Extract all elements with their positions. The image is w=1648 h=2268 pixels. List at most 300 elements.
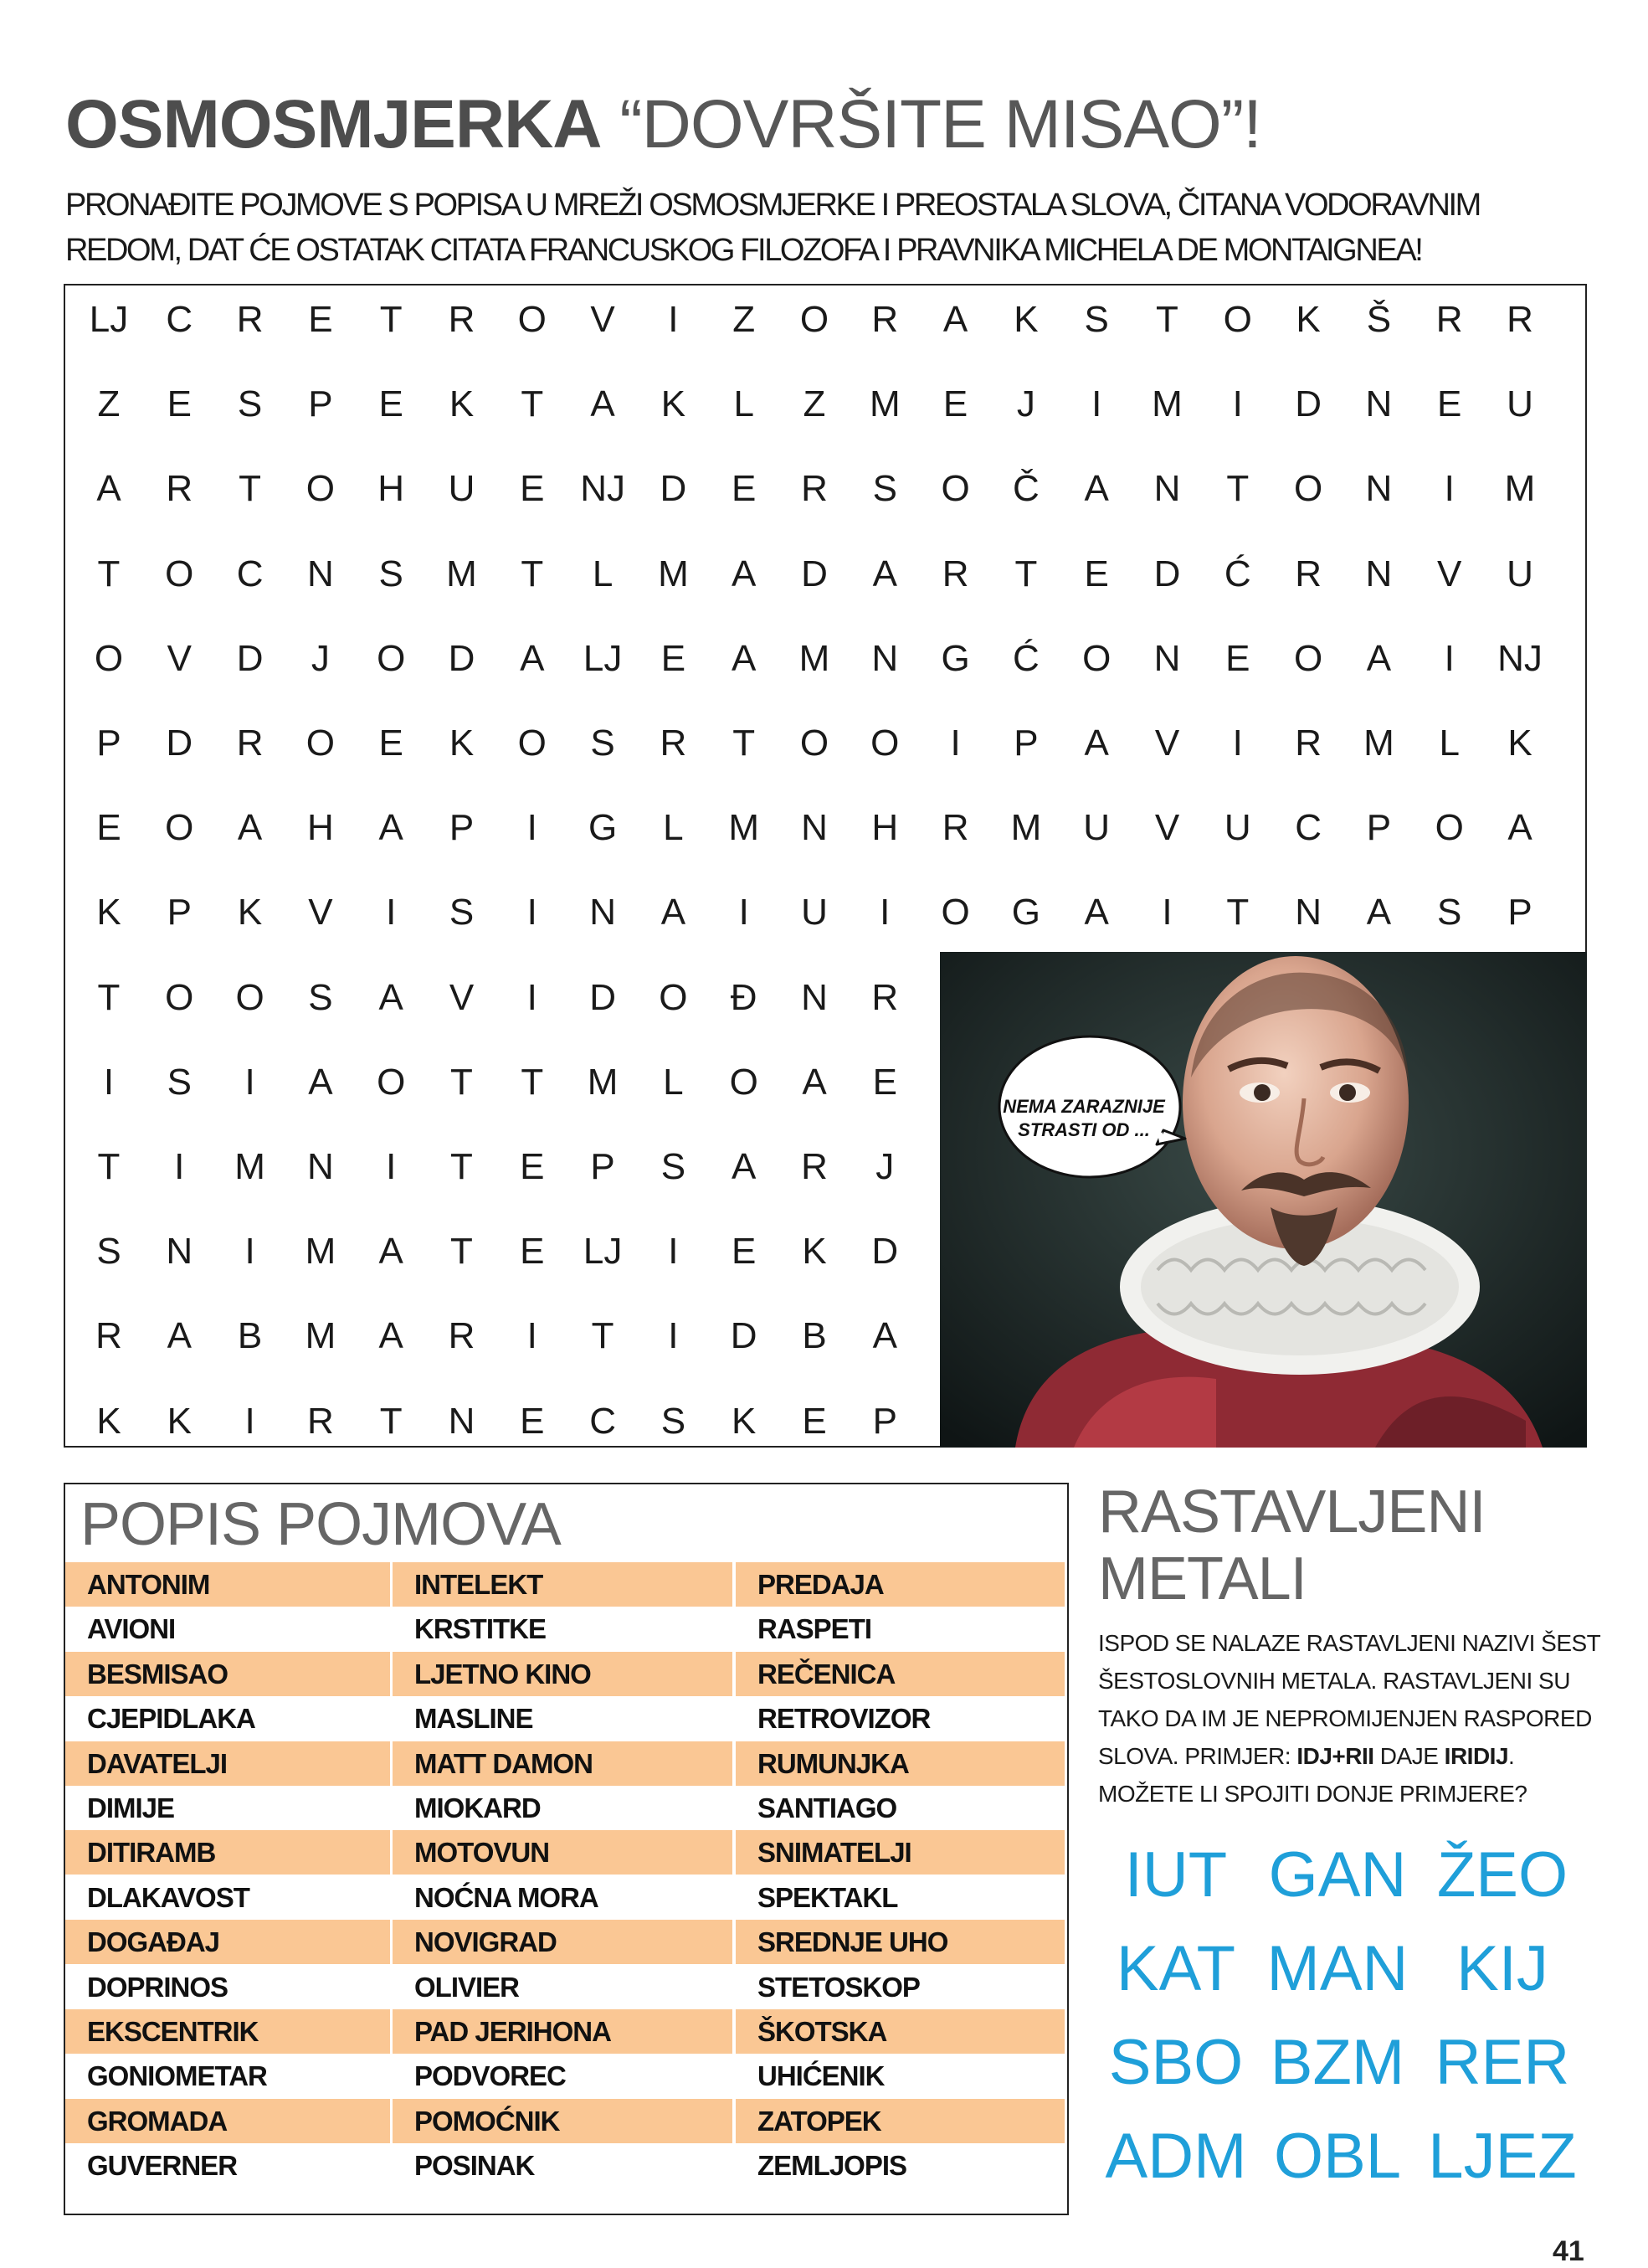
grid-letter: O [941, 468, 970, 510]
grid-letter: I [174, 1146, 185, 1187]
grid-letter: E [520, 1146, 545, 1187]
grid-letter: D [589, 976, 616, 1018]
metals-title-line1: RASTAVLJENI [1098, 1479, 1486, 1545]
grid-letter: I [1232, 383, 1243, 425]
grid-letter: O [305, 468, 335, 510]
grid-letter: A [520, 637, 545, 679]
grid-letter: C [589, 1400, 616, 1442]
grid-letter: R [660, 723, 687, 764]
title-light: “DOVRŠITE MISAO”! [619, 86, 1261, 162]
grid-letter: R [801, 468, 828, 510]
grid-letter: H [377, 468, 405, 510]
grid-letter: O [517, 299, 547, 340]
grid-letter: M [1010, 807, 1042, 849]
word-list-item: RASPETI [757, 1613, 872, 1645]
grid-letter: E [520, 468, 545, 510]
grid-letter: S [660, 1146, 686, 1187]
grid-letter: O [729, 1061, 758, 1103]
metal-piece: KIJ [1456, 1933, 1548, 2004]
grid-letter: A [1084, 723, 1109, 764]
word-list-item: DLAKAVOST [87, 1881, 249, 1913]
grid-letter: I [244, 1061, 255, 1103]
grid-letter: E [378, 723, 403, 764]
grid-letter: O [870, 723, 900, 764]
grid-letter: I [103, 1061, 115, 1103]
grid-letter: A [96, 468, 121, 510]
grid-letter: S [872, 468, 897, 510]
grid-letter: M [446, 553, 477, 594]
word-list-item: DITIRAMB [65, 1830, 390, 1875]
grid-letter: A [378, 1231, 403, 1273]
grid-letter: A [1366, 892, 1392, 933]
word-list-item: EKSCENTRIK [65, 2009, 390, 2054]
montaigne-portrait [940, 952, 1587, 1448]
metal-piece: RER [1435, 2027, 1570, 2098]
grid-letter: T [97, 553, 121, 594]
grid-letter: S [660, 1400, 686, 1442]
grid-letter: O [94, 637, 124, 679]
grid-letter: J [1016, 383, 1035, 425]
grid-letter: S [378, 553, 403, 594]
word-list-item: SPEKTAKL [757, 1881, 898, 1913]
word-list-item: OLIVIER [414, 1971, 520, 2003]
grid-letter: O [1293, 468, 1323, 510]
metals-title-line2: METALI [1098, 1545, 1307, 1612]
grid-letter: N [1295, 892, 1322, 933]
word-list-item: POSINAK [414, 2150, 535, 2182]
grid-letter: V [1437, 553, 1462, 594]
grid-letter: E [660, 637, 686, 679]
word-list-item: MIOKARD [414, 1792, 541, 1823]
metals-text-c: . MOŽETE LI SPOJITI DONJE PRIMJERE? [1098, 1743, 1527, 1807]
grid-letter: O [1082, 637, 1112, 679]
grid-letter: O [941, 892, 970, 933]
word-list-item: MASLINE [414, 1703, 533, 1735]
word-list-item: RUMUNJKA [736, 1741, 1065, 1786]
grid-letter: D [1153, 553, 1181, 594]
metal-piece: ADM [1105, 2121, 1247, 2192]
grid-letter: M [234, 1146, 265, 1187]
page-number: 41 [1553, 2235, 1584, 2267]
grid-letter: I [386, 892, 397, 933]
grid-letter: N [307, 1146, 334, 1187]
grid-letter: L [663, 1061, 684, 1103]
grid-letter: R [448, 1315, 475, 1357]
grid-letter: D [660, 468, 687, 510]
grid-letter: N [1365, 468, 1393, 510]
grid-letter: N [801, 807, 828, 849]
grid-letter: D [166, 723, 193, 764]
grid-letter: G [941, 637, 970, 679]
grid-letter: N [448, 1400, 475, 1442]
grid-letter: C [1295, 807, 1322, 849]
metal-piece: MAN [1266, 1933, 1409, 2004]
word-list-item: CJEPIDLAKA [87, 1703, 255, 1735]
grid-letter: A [378, 976, 403, 1018]
grid-letter: A [802, 1061, 827, 1103]
grid-letter: I [526, 892, 537, 933]
grid-letter: E [167, 383, 192, 425]
grid-letter: S [308, 976, 333, 1018]
grid-letter: U [1224, 807, 1251, 849]
speech-bubble-text: NEMA ZARAZNIJE STRASTI OD ... [1003, 1096, 1165, 1140]
grid-letter: T [1226, 892, 1250, 933]
grid-letter: M [1504, 468, 1536, 510]
grid-letter: K [96, 892, 121, 933]
grid-letter: D [448, 637, 475, 679]
grid-letter: M [1363, 723, 1394, 764]
word-list-item: ZATOPEK [736, 2099, 1065, 2143]
grid-letter: O [377, 637, 406, 679]
metal-piece: IUT [1124, 1839, 1228, 1911]
metal-piece: SBO [1108, 2027, 1244, 2098]
grid-letter: A [378, 807, 403, 849]
grid-letter: A [872, 1315, 897, 1357]
grid-letter: D [1295, 383, 1322, 425]
grid-letter: U [801, 892, 828, 933]
grid-letter: O [305, 723, 335, 764]
grid-letter: A [1084, 468, 1109, 510]
word-list-item: ZEMLJOPIS [757, 2150, 907, 2182]
grid-letter: LJ [583, 637, 623, 679]
grid-letter: O [377, 1061, 406, 1103]
grid-letter: I [526, 976, 537, 1018]
grid-letter: Đ [730, 976, 757, 1018]
grid-letter: E [802, 1400, 827, 1442]
grid-letter: Z [97, 383, 121, 425]
grid-letter: K [732, 1400, 757, 1442]
grid-letter: A [732, 553, 757, 594]
grid-letter: B [802, 1315, 827, 1357]
metals-instructions [1098, 1624, 1600, 1813]
grid-letter: N [166, 1231, 193, 1273]
word-list-item: GROMADA [65, 2099, 390, 2143]
grid-letter: M [587, 1061, 619, 1103]
grid-letter: S [167, 1061, 192, 1103]
grid-letter: K [449, 383, 475, 425]
grid-letter: M [728, 807, 760, 849]
grid-letter: O [165, 976, 194, 1018]
grid-letter: K [167, 1400, 192, 1442]
grid-letter: N [307, 553, 334, 594]
grid-letter: T [521, 553, 544, 594]
grid-letter: G [1011, 892, 1040, 933]
grid-letter: U [1507, 383, 1533, 425]
grid-letter: R [1295, 723, 1322, 764]
grid-letter: P [167, 892, 192, 933]
grid-letter: S [1084, 299, 1109, 340]
grid-letter: A [872, 553, 897, 594]
grid-letter: E [96, 807, 121, 849]
grid-letter: O [799, 723, 829, 764]
word-list-item: SNIMATELJI [736, 1830, 1065, 1875]
word-list-item: DAVATELJI [65, 1741, 390, 1786]
grid-letter: P [1014, 723, 1039, 764]
grid-letter: Š [1366, 299, 1392, 340]
grid-letter: S [96, 1231, 121, 1273]
grid-letter: B [237, 1315, 263, 1357]
grid-letter: S [237, 383, 263, 425]
word-list-item: DIMIJE [87, 1792, 175, 1823]
grid-letter: O [235, 976, 264, 1018]
grid-letter: E [378, 383, 403, 425]
metal-piece: ŽEO [1436, 1839, 1568, 1911]
word-list-item: RETROVIZOR [757, 1703, 931, 1735]
grid-letter: N [801, 976, 828, 1018]
grid-letter: T [450, 1061, 473, 1103]
grid-letter: M [305, 1315, 336, 1357]
grid-letter: S [590, 723, 615, 764]
grid-letter: P [872, 1400, 897, 1442]
grid-letter: P [590, 1146, 615, 1187]
grid-letter: L [663, 807, 684, 849]
grid-letter: E [732, 468, 757, 510]
grid-letter: E [520, 1231, 545, 1273]
metal-piece: GAN [1268, 1839, 1407, 1911]
metal-piece: BZM [1270, 2027, 1405, 2098]
grid-letter: E [942, 383, 968, 425]
word-list-item: ŠKOTSKA [736, 2009, 1065, 2054]
grid-letter: T [732, 723, 756, 764]
word-list-item: MATT DAMON [393, 1741, 732, 1786]
grid-letter: E [308, 299, 333, 340]
grid-letter: R [801, 1146, 828, 1187]
grid-letter: T [1156, 299, 1178, 340]
page-title [65, 86, 1261, 162]
word-list-item: GONIOMETAR [87, 2060, 267, 2092]
grid-letter: O [1435, 807, 1464, 849]
word-list-item: GUVERNER [87, 2150, 238, 2182]
grid-letter: P [449, 807, 475, 849]
word-list-item: KRSTITKE [414, 1613, 546, 1645]
grid-letter: I [1444, 637, 1455, 679]
grid-letter: R [236, 299, 264, 340]
grid-letter: V [167, 637, 192, 679]
metal-piece: KAT [1116, 1933, 1236, 2004]
grid-letter: O [165, 807, 194, 849]
grid-letter: I [668, 1315, 679, 1357]
grid-letter: C [236, 553, 264, 594]
grid-letter: E [1437, 383, 1462, 425]
grid-letter: I [244, 1231, 255, 1273]
grid-letter: K [1296, 299, 1321, 340]
grid-letter: T [521, 1061, 544, 1103]
grid-letter: A [378, 1315, 403, 1357]
grid-letter: J [875, 1146, 895, 1187]
grid-letter: O [1223, 299, 1252, 340]
grid-letter: A [732, 1146, 757, 1187]
grid-letter: G [588, 807, 618, 849]
grid-letter: A [732, 637, 757, 679]
grid-letter: I [880, 892, 891, 933]
grid-letter: K [449, 723, 475, 764]
grid-letter: I [1162, 892, 1173, 933]
grid-letter: R [942, 553, 969, 594]
word-list-item: PAD JERIHONA [393, 2009, 732, 2054]
word-list-item: DOGAĐAJ [65, 1920, 390, 1964]
word-list-item: AVIONI [87, 1613, 176, 1645]
metal-piece: OBL [1273, 2121, 1402, 2192]
grid-letter: NJ [1497, 637, 1543, 679]
grid-letter: A [660, 892, 686, 933]
grid-letter: U [1083, 807, 1111, 849]
grid-letter: R [942, 807, 969, 849]
grid-letter: J [311, 637, 330, 679]
grid-letter: T [450, 1146, 473, 1187]
grid-letter: A [1507, 807, 1532, 849]
word-list-item: NOĆNA MORA [414, 1881, 598, 1913]
grid-letter: R [307, 1400, 334, 1442]
metals-text-b: DAJE [1373, 1743, 1445, 1769]
grid-letter: R [1295, 553, 1322, 594]
grid-letter: N [589, 892, 616, 933]
grid-letter: I [1444, 468, 1455, 510]
word-list-item: REČENICA [736, 1652, 1065, 1696]
grid-letter: I [244, 1400, 255, 1442]
grid-letter: U [1507, 553, 1533, 594]
grid-letter: V [449, 976, 475, 1018]
grid-letter: Ć [1224, 553, 1251, 594]
grid-letter: E [872, 1061, 897, 1103]
grid-letter: I [950, 723, 961, 764]
grid-letter: N [1365, 553, 1393, 594]
grid-letter: K [237, 892, 263, 933]
grid-letter: M [305, 1231, 336, 1273]
grid-letter: D [871, 1231, 899, 1273]
grid-letter: O [165, 553, 194, 594]
grid-letter: I [738, 892, 749, 933]
grid-letter: M [1152, 383, 1183, 425]
grid-letter: E [1084, 553, 1109, 594]
grid-letter: LJ [583, 1231, 623, 1273]
grid-letter: D [236, 637, 264, 679]
grid-letter: L [1439, 723, 1460, 764]
word-list-item: POMOĆNIK [393, 2099, 732, 2143]
word-list-item: INTELEKT [393, 1562, 732, 1607]
grid-letter: R [1435, 299, 1463, 340]
grid-letter: T [97, 1146, 121, 1187]
word-list-item: MOTOVUN [393, 1830, 732, 1875]
grid-letter: D [801, 553, 828, 594]
metals-title [1098, 1479, 1485, 1612]
word-list-title: POPIS POJMOVA [80, 1491, 561, 1558]
grid-letter: A [1084, 892, 1109, 933]
grid-letter: Č [1013, 468, 1040, 510]
grid-letter: E [1225, 637, 1250, 679]
grid-letter: U [448, 468, 475, 510]
grid-letter: A [942, 299, 968, 340]
grid-letter: V [1154, 723, 1180, 764]
metals-text-a: ISPOD SE NALAZE RASTAVLJENI NAZIVI ŠEST ŠESTOSLOVNIH METALA. RASTAVLJENI SU TAKO DA IM JE NEPROMIJENJEN RASPORED SLOVA. PRIMJER: [1098, 1630, 1600, 1769]
grid-letter: R [166, 468, 193, 510]
word-list-item: SREDNJE UHO [736, 1920, 1065, 1964]
grid-letter: N [1153, 637, 1181, 679]
grid-letter: T [239, 468, 262, 510]
grid-letter: O [799, 299, 829, 340]
grid-letter: M [869, 383, 901, 425]
grid-letter: P [1507, 892, 1532, 933]
grid-letter: N [1365, 383, 1393, 425]
grid-letter: K [1507, 723, 1532, 764]
grid-letter: D [730, 1315, 757, 1357]
grid-letter: O [517, 723, 547, 764]
metals-example-b: IRIDIJ [1444, 1743, 1509, 1769]
grid-letter: A [1366, 637, 1392, 679]
grid-letter: K [1014, 299, 1039, 340]
grid-letter: I [526, 807, 537, 849]
word-list-item: PODVOREC [414, 2060, 566, 2092]
grid-letter: E [520, 1400, 545, 1442]
grid-letter: K [96, 1400, 121, 1442]
grid-letter: I [1091, 383, 1102, 425]
grid-letter: S [449, 892, 475, 933]
grid-letter: A [308, 1061, 333, 1103]
grid-letter: LJ [89, 299, 129, 340]
grid-letter: R [236, 723, 264, 764]
word-list-item: UHIĆENIK [757, 2060, 885, 2092]
grid-letter: M [798, 637, 830, 679]
grid-letter: A [237, 807, 263, 849]
title-bold: OSMOSMJERKA [65, 86, 602, 162]
grid-letter: T [379, 299, 403, 340]
grid-letter: P [308, 383, 333, 425]
grid-letter: P [96, 723, 121, 764]
grid-letter: S [1437, 892, 1462, 933]
metals-example-a: IDJ+RII [1296, 1743, 1374, 1769]
grid-letter: O [1293, 637, 1323, 679]
grid-letter: T [97, 976, 121, 1018]
grid-letter: O [659, 976, 688, 1018]
word-list-item: DOPRINOS [87, 1971, 228, 2003]
grid-letter: T [591, 1315, 614, 1357]
grid-letter: C [166, 299, 193, 340]
grid-letter: T [450, 1231, 473, 1273]
grid-letter: T [1014, 553, 1038, 594]
grid-letter: A [167, 1315, 192, 1357]
grid-letter: R [871, 299, 899, 340]
grid-letter: T [379, 1400, 403, 1442]
grid-letter: I [668, 1231, 679, 1273]
grid-letter: A [590, 383, 615, 425]
grid-letter: N [1153, 468, 1181, 510]
word-list-item: BESMISAO [65, 1652, 390, 1696]
grid-letter: I [1232, 723, 1243, 764]
grid-letter: Z [803, 383, 826, 425]
word-list-item: PREDAJA [736, 1562, 1065, 1607]
metal-piece: LJEZ [1428, 2121, 1577, 2192]
word-list-item: NOVIGRAD [393, 1920, 732, 1964]
grid-letter: P [1366, 807, 1392, 849]
word-list-item: STETOSKOP [757, 1971, 920, 2003]
word-list-item: ANTONIM [65, 1562, 390, 1607]
grid-letter: T [521, 383, 544, 425]
grid-letter: K [660, 383, 686, 425]
intro-text: PRONAĐITE POJMOVE S POPISA U MREŽI OSMOSMJERKE I PREOSTALA SLOVA, ČITANA VODORAVNIM REDOM, DAT ĆE OSTATAK CITATA FRANCUSKOG FILOZOFA I PRAVNIKA MICHELA DE MONTAIGNEA! [65, 188, 1480, 268]
grid-letter: H [307, 807, 334, 849]
grid-letter: R [448, 299, 475, 340]
grid-letter: I [386, 1146, 397, 1187]
grid-letter: I [526, 1315, 537, 1357]
grid-letter: Ć [1013, 637, 1040, 679]
grid-letter: E [732, 1231, 757, 1273]
grid-letter: R [95, 1315, 122, 1357]
word-list-item: SANTIAGO [757, 1792, 897, 1823]
grid-letter: R [1507, 299, 1533, 340]
grid-letter: T [1226, 468, 1250, 510]
word-list-item: LJETNO KINO [393, 1652, 732, 1696]
grid-letter: V [590, 299, 615, 340]
grid-letter: L [592, 553, 614, 594]
